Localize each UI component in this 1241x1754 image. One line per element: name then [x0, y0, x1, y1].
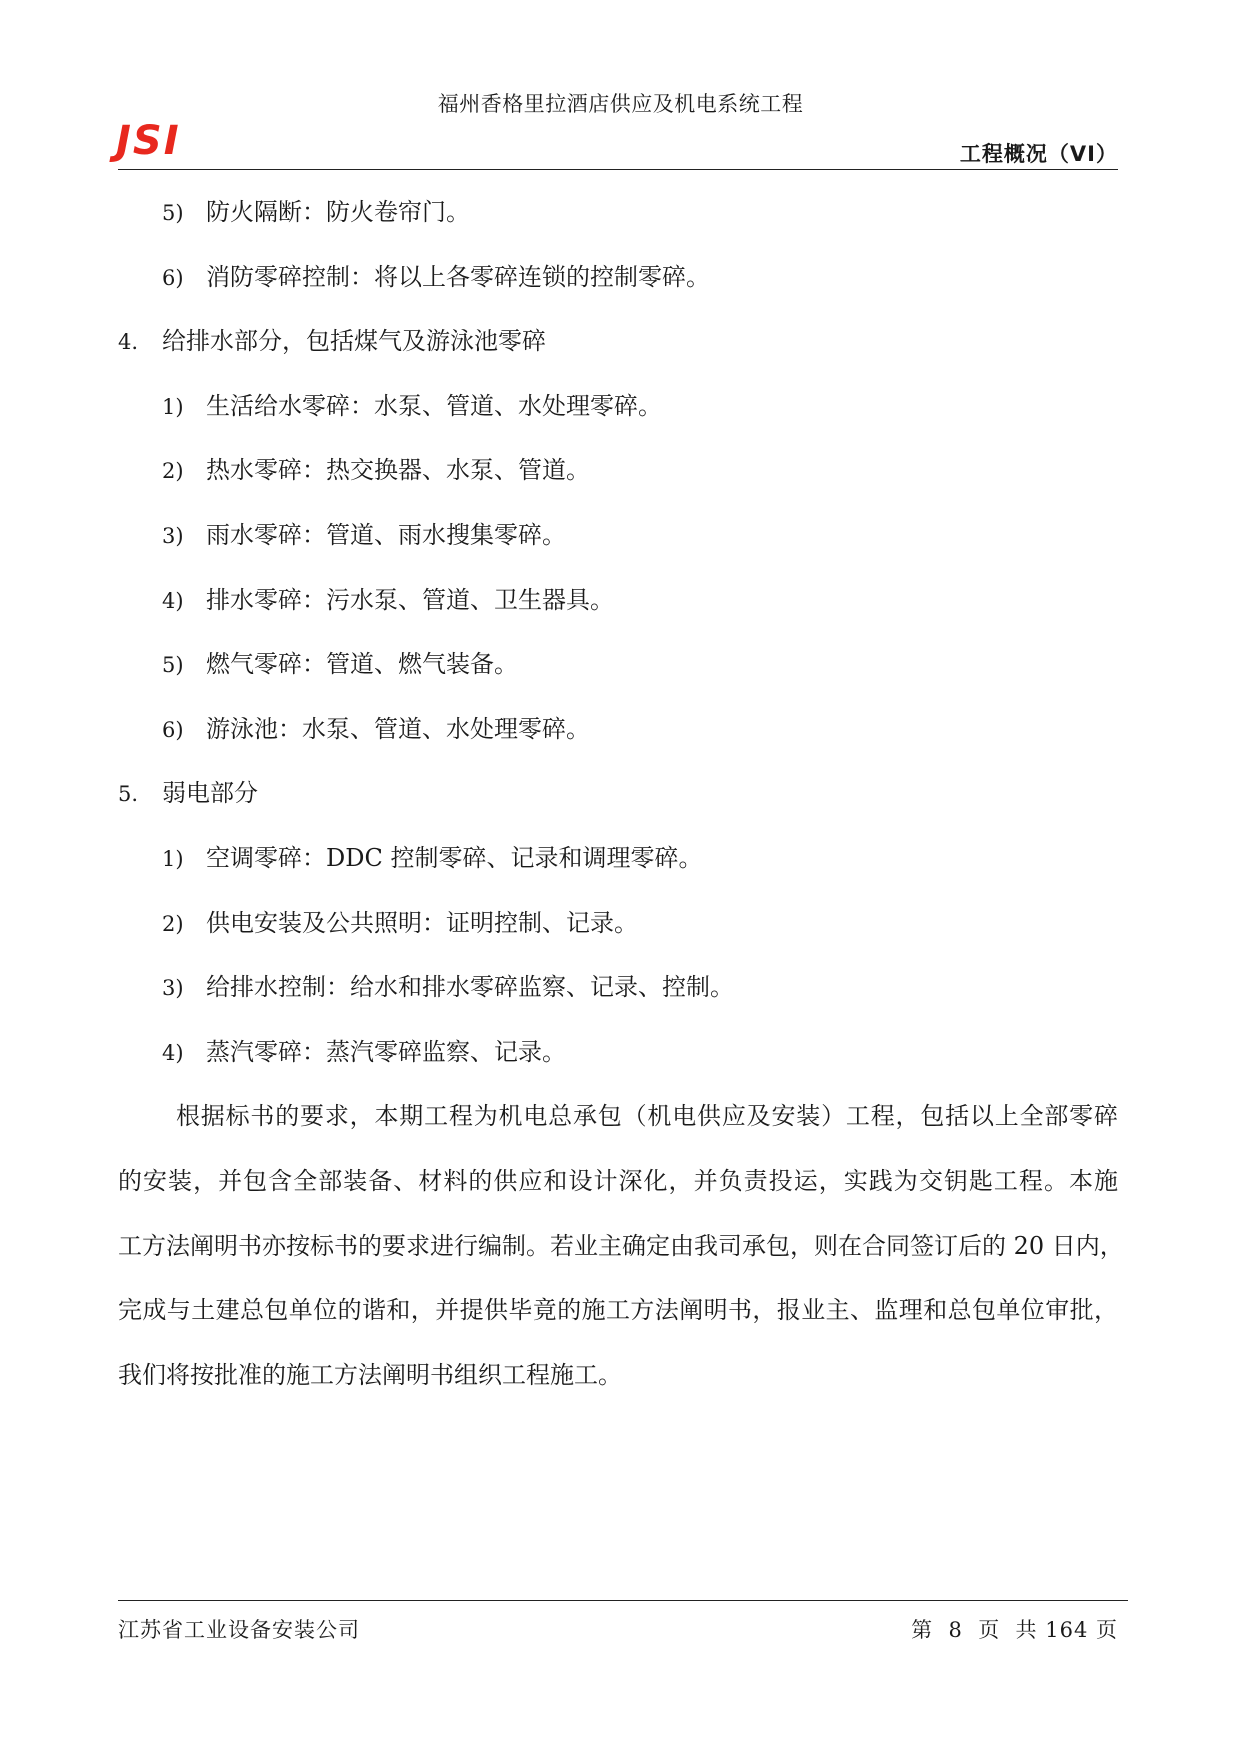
heading-number: 5.	[118, 782, 139, 807]
item-number: 2)	[162, 459, 184, 484]
item-text: 游泳池：水泵、管道、水处理零碎。	[206, 714, 590, 743]
heading-text: 给排水部分，包括煤气及游泳池零碎	[162, 327, 546, 356]
item-number: 5)	[162, 653, 184, 678]
item-text: 排水零碎：污水泵、管道、卫生器具。	[206, 585, 614, 614]
paragraph-line: 完成与土建总包单位的谐和，并提供毕竟的施工方法阐明书，报业主、监理和总包单位审批，	[118, 1296, 1118, 1325]
list-item	[118, 632, 1118, 697]
item-text: 给排水控制：给水和排水零碎监察、记录、控制。	[206, 973, 734, 1002]
header-divider	[118, 169, 1118, 170]
item-number: 3)	[162, 523, 184, 548]
list-item	[118, 245, 1118, 310]
company-logo: JSI	[116, 118, 181, 164]
item-text: 空调零碎：DDC 控制零碎、记录和调理零碎。	[206, 843, 703, 872]
footer-divider	[118, 1600, 1128, 1601]
section-label: 工程概况（VI）	[959, 142, 1118, 166]
document-title: 福州香格里拉酒店供应及机电系统工程	[437, 92, 804, 116]
item-number: 1)	[162, 846, 184, 871]
paragraph-line: 我们将按批准的施工方法阐明书组织工程施工。	[118, 1360, 622, 1389]
item-number: 2)	[162, 911, 184, 936]
paragraph-line: 工方法阐明书亦按标书的要求进行编制。若业主确定由我司承包，则在合同签订后的 20 日内，	[118, 1231, 1124, 1260]
item-number: 6)	[162, 265, 184, 290]
list-item	[118, 374, 1118, 439]
list-item	[118, 180, 1118, 245]
item-text: 供电安装及公共照明：证明控制、记录。	[206, 908, 638, 937]
paragraph-line: 的安装，并包含全部装备、材料的供应和设计深化，并负责投运，实践为交钥匙工程。本施	[118, 1166, 1118, 1195]
item-number: 4)	[162, 588, 184, 613]
item-number: 4)	[162, 1040, 184, 1065]
list-item	[118, 1020, 1118, 1085]
page-body	[118, 180, 1124, 1407]
heading-number: 4.	[118, 330, 139, 355]
list-item	[118, 438, 1118, 503]
list-item	[118, 826, 1118, 891]
item-number: 3)	[162, 976, 184, 1001]
item-text: 热水零碎：热交换器、水泵、管道。	[206, 456, 590, 485]
item-text: 雨水零碎：管道、雨水搜集零碎。	[206, 520, 566, 549]
list-item	[118, 891, 1118, 956]
list-item	[118, 697, 1118, 762]
list-item	[118, 955, 1118, 1020]
item-text: 生活给水零碎：水泵、管道、水处理零碎。	[206, 391, 662, 420]
paragraph-line: 根据标书的要求，本期工程为机电总承包（机电供应及安装）工程，包括以上全部零碎	[176, 1102, 1118, 1131]
summary-paragraph	[118, 1084, 1124, 1407]
list-item	[118, 568, 1118, 633]
item-text: 消防零碎控制：将以上各零碎连锁的控制零碎。	[206, 262, 710, 291]
item-text: 燃气零碎：管道、燃气装备。	[206, 650, 518, 679]
item-number: 5)	[162, 201, 184, 225]
item-text: 防火隔断：防火卷帘门。	[206, 198, 470, 226]
list-item	[118, 503, 1118, 568]
section-heading	[118, 761, 1118, 826]
item-text: 蒸汽零碎：蒸汽零碎监察、记录。	[206, 1037, 566, 1066]
section-heading	[118, 309, 1118, 374]
item-number: 6)	[162, 717, 184, 742]
footer-company: 江苏省工业设备安装公司	[118, 1618, 360, 1642]
item-number: 1)	[162, 394, 184, 419]
footer-page-number: 第 8 页 共 164 页	[911, 1618, 1118, 1642]
heading-text: 弱电部分	[162, 779, 258, 808]
